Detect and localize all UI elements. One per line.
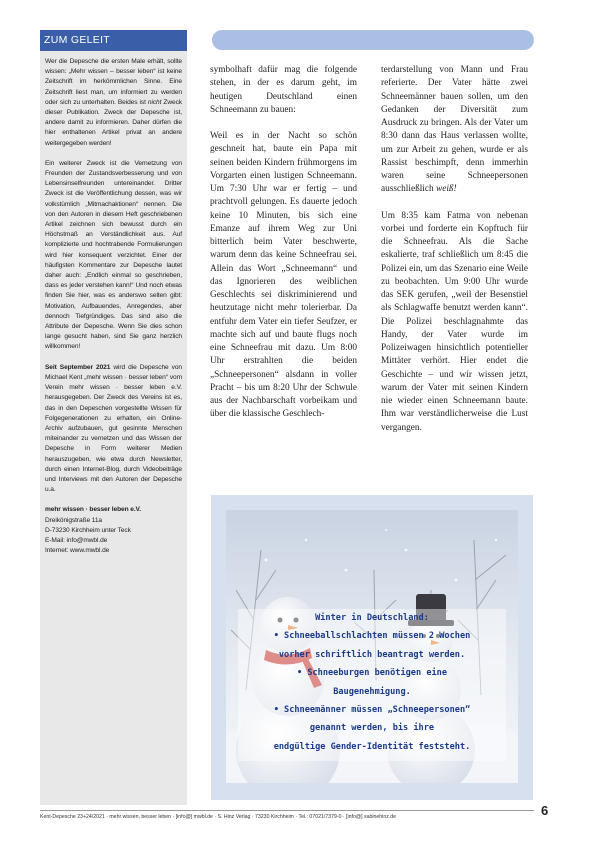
caption-line: • Schneeballschlachten müssen 2 Wochen (273, 631, 471, 642)
caption-line: endgültige Gender-Identität feststeht. (273, 741, 471, 752)
article-column-2 (381, 64, 528, 448)
sidebar-paragraph-1 (45, 57, 182, 149)
sidebar-p1-emphasis: nicht (147, 98, 162, 106)
picture-caption (238, 609, 506, 756)
article-paragraph (381, 64, 528, 197)
caption-line: • Schneemänner müssen „Schneepersonen“ (273, 705, 471, 716)
address-street: Dreikönigstraße 11a (45, 516, 102, 524)
snowman-photo (226, 510, 518, 783)
address-name-bold: mehr wissen · besser leben e.V. (45, 506, 141, 514)
article-text: terdarstellung von Mann und Frau referierte. Der Vater hätte zwei Schneemänner bauen sollen, um den Gedanken der Diversität zum Ausdruck zu bringen. Als der Vater um 8:30 dann das Haus verlassen wollte, um zur Arbeit zu gehen, wurde er als Rassist beschimpft, denn immerhin waren seine Schneepersonen ausschließlich (381, 65, 528, 195)
sidebar-p3-text: wird die Depesche von Michael Kent „mehr wissen · besser leben“ vom Verein mehr wissen · besser leben e.V. herausgegeben. Der Zweck des Vereins ist es, das in den Depeschen vorgestellte Wissen für Folgegenerationen zu erhalten, ein Online-Archiv aufzubauen, gut gesinnte Menschen miteinander zu vernetzen und das Wissen der Depesche in Form weiterer Medien herauszugeben, wie etwa durch Newsletter, durch einen Internet-Blog, durch Videobeiträge und Interviews mit den Autoren der Depesche u.a. (45, 363, 183, 494)
address-name (45, 505, 182, 515)
sidebar-paragraph-2: Ein weiterer Zweck ist die Vernetzung von Freunden der Zustandsverbesserung und von Lebensinselfreunden untereinander. Dritter Zweck ist die Veröffentlichung dessen, was wir volkstümlich „Mitmachaktionen“ nennen. Die von den Autoren in diesem Heft geschriebenen Artikel zeichnen sich bewusst durch ein Höchstmaß an Verständlichkeit aus. Auf komplizierte und hochtrabende Formulierungen wird hier konsequent verzichtet. Einer der häufigsten Kommentare zur Depesche lautet daher auch: „Endlich einmal so geschrieben, dass es jeder verstehen kann!“ Und noch etwas finden Sie hier, was es anderswo selten gibt: Motivation, Aufbauendes, Anregendes, aber dennoch Tiefgründiges. Das sind also die Attribute der Depesche. Wenn Sie dies schon lange gesucht haben, sind Sie ganz herzlich willkommen! (45, 159, 182, 351)
address-email: E-Mail: info@mwbl.de (45, 536, 108, 544)
page-footer: Kent-Depesche 23+24/2021 · mehr wissen, besser leben · [info@] mwbl.de · S. Hinz Verlag · 73230 Kirchheim · Tel.: 07021/7379-0 · [info@] sabinehinz.de (40, 810, 534, 820)
snowman-picture-frame (211, 495, 533, 800)
article-paragraph: Um 8:35 kam Fatma von nebenan vorbei und forderte ein Kopftuch für die Schneefrau. Als die Sache eskalierte, traf schließlich um 8:45 die Polizei ein, um das Szenario eine Weile zu beobachten. Um 9:00 Uhr wurde das SEK gerufen, „weil der Besenstiel als Schlagwaffe benutzt werden kann“. Die Polizei beschlagnahmte das Handy, der Vater wurde im Polizeiwagen hinsichtlich potentieller Mittäter verhört. Hier endet die Geschichte – und wir wissen jetzt, warum der Vater mit seinen Kindern nie wieder einen Schneemann baute. Ihm war verständlicherweise die Lust vergangen. (381, 210, 529, 433)
caption-line: Baugenehmigung. (333, 686, 411, 697)
caption-line: Winter in Deutschland: (315, 613, 429, 623)
decorative-top-bar (212, 30, 534, 50)
address-city: D-73230 Kirchheim unter Teck (45, 526, 131, 534)
caption-line: vorher schriftlich beantragt werden. (278, 649, 466, 660)
address-website: Internet: www.mwbl.de (45, 547, 110, 555)
sidebar-p1-text-b: Zweck dieser Publikation. Zweck der Depesche ist, andere damit zu informieren. Daher dürfen die hier enthaltenen Artikel privat an andere weitergegeben werden! (45, 98, 182, 147)
page-number: 6 (541, 803, 549, 818)
sidebar-heading: ZUM GELEIT (40, 30, 187, 51)
article-paragraph: Weil es in der Nacht so schön geschneit hat, baute ein Papa mit seinen beiden Kindern frühmorgens im Vorgarten einen lustigen Schneemann. Um 7:30 Uhr war er fertig – und prachtvoll gelungen. Es dauerte jedoch keine 10 Minuten, bis sich eine Emanze auf ihrem Weg zur Uni bitterlich beim Vater beschwerte, warum denn das keine Schneefrau sei. Allein das Wort „Schneemann“ und das Ignorieren des weiblichen Geschlechts sei diskriminierend und heutzutage nicht mehr tolerierbar. Da entfuhr dem Vater ein tiefer Seufzer, er machte sich auf und baute flugs noch eine Schneefrau mit dazu. Um 8:00 Uhr erstrahlten die beiden „Schneepersonen“ alsdann in voller Pracht – bis um 8:20 Uhr der Schwule aus der Nachbarschaft vorbeikam und über die klassische Geschlech- (210, 131, 357, 420)
article-column-1 (210, 64, 357, 435)
sidebar-paragraph-3 (45, 363, 182, 496)
article-emphasis: weiß! (436, 184, 457, 195)
sidebar-body (40, 51, 187, 556)
sidebar-zum-geleit (40, 30, 187, 805)
caption-line: • Schneeburgen benötigen eine (296, 668, 448, 679)
sidebar-p1-text-a: Wer die Depesche die ersten Male erhält, sollte wissen: „Mehr wissen – besser leben“ ist keine Zeitschrift im herkömmlichen Sinne. Eine Zeitschrift liest man, um informiert zu werden oder sich zu unterhalten. Beides ist (45, 58, 182, 106)
caption-line: genannt werden, bis ihre (309, 723, 435, 734)
article-paragraph: symbolhaft dafür mag die folgende stehen, in der es darum geht, im heutigen Deutschland einen Schneemann zu bauen: (210, 65, 357, 115)
sidebar-p3-bold: Seit September 2021 (45, 363, 111, 371)
